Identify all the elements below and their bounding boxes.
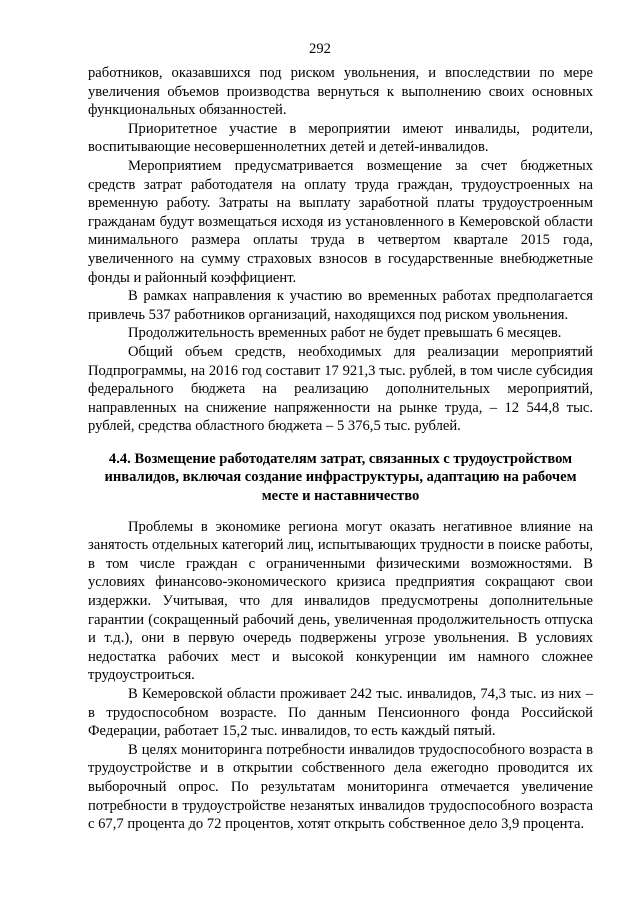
paragraphs-before-heading xyxy=(88,64,593,436)
paragraph: В рамках направления к участию во временных работах предполагается привлечь 537 работников организаций, находящихся под риском увольнения. xyxy=(88,288,593,323)
page-number: 292 xyxy=(309,41,331,57)
paragraph: Продолжительность временных работ не будет превышать 6 месяцев. xyxy=(128,325,562,342)
document-body xyxy=(88,64,593,834)
paragraph: Приоритетное участие в мероприятии имеют инвалиды, родители, воспитывающие несовершеннолетних детей и детей-инвалидов. xyxy=(88,120,593,156)
paragraph: Проблемы в экономике региона могут оказать негативное влияние на занятость отдельных категорий лиц, испытывающих трудности в поиске работы, в том числе граждан с ограниченными физическими возможностями. В условиях финансово-экономического кризиса предприятия сокращают свои издержки. Учитывая, что для инвалидов предусмотрены дополнительные гарантии (сокращенный рабочий день, увеличенная продолжительность отпуска и т.д.), они в первую очередь подвержены угрозе увольнения. В условиях недостатка рабочих мест и высокой конкуренции им намного сложнее трудоустроиться. xyxy=(88,518,593,684)
paragraph: Мероприятием предусматривается возмещение за счет бюджетных средств затрат работодателя на оплату труда граждан, трудоустроенных на временную работу. Затраты на выплату заработной платы трудоустроенным гражданам будут возмещаться исходя из установленного в Кемеровской области минимального размера оплаты труда в четвертом квартале 2015 года, увеличенного на сумму страховых взносов в государственные внебюджетные фонды и районный коэффициент. xyxy=(88,157,593,286)
paragraph: Общий объем средств, необходимых для реализации мероприятий Подпрограммы, на 2016 год составит 17 921,3 тыс. рублей, в том числе субсидия федерального бюджета на реализацию дополнительных мероприятий, направленных на снижение напряженности на рынке труда, – 12 544,8 тыс. рублей, средства областного бюджета – 5 376,5 тыс. рублей. xyxy=(88,343,593,435)
paragraphs-after-heading xyxy=(88,518,593,834)
section-heading: 4.4. Возмещение работодателям затрат, связанных с трудоустройством инвалидов, включая создание инфраструктуры, адаптацию на рабочем месте и наставничество xyxy=(104,450,577,505)
paragraph: В целях мониторинга потребности инвалидов трудоспособного возраста в трудоустройстве и в открытии собственного дела ежегодно проводится их выборочный опрос. По результатам мониторинга отмечается увеличение потребности в трудоустройстве незанятых инвалидов трудоспособного возраста с 67,7 процента до 72 процентов, хотят открыть собственное дело 3,9 процента. xyxy=(88,741,593,833)
paragraph: В Кемеровской области проживает 242 тыс. инвалидов, 74,3 тыс. из них – в трудоспособном возрасте. По данным Пенсионного фонда Российской Федерации, работает 15,2 тыс. инвалидов, то есть каждый пятый. xyxy=(88,686,593,740)
paragraph: работников, оказавшихся под риском увольнения, и впоследствии по мере увеличения объемов производства вернуться к выполнению своих основных функциональных обязанностей. xyxy=(88,65,593,119)
